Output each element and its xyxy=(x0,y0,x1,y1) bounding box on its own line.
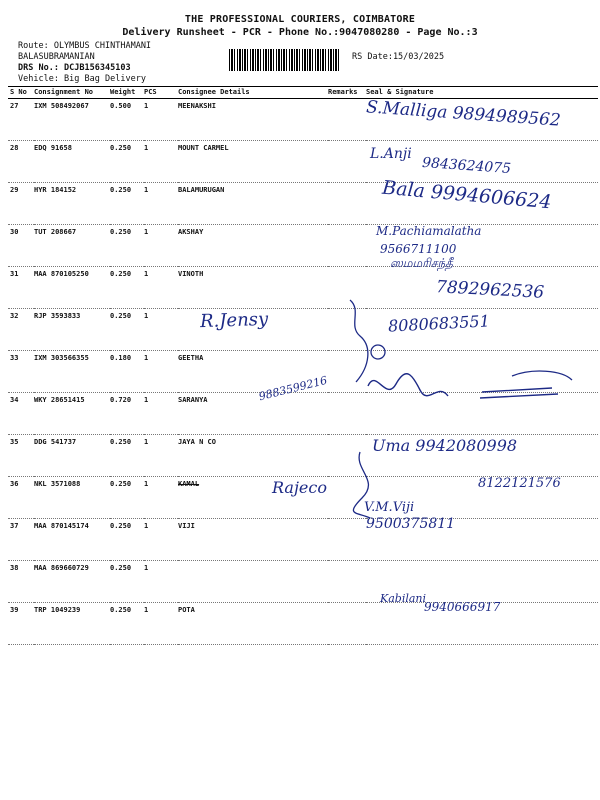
cell-weight: 0.250 xyxy=(110,480,132,488)
handwritten-signature: S.Malliga 9894989562 xyxy=(365,97,562,131)
cell-remarks xyxy=(328,603,366,645)
cell-sno: 30 xyxy=(10,228,19,236)
cell-remarks xyxy=(328,183,366,225)
col-remarks: Remarks xyxy=(328,87,366,99)
handwritten-signature: L.Anji xyxy=(370,146,412,162)
cell-pcs: 1 xyxy=(144,606,149,614)
cell-consignee: JAYA N CO xyxy=(178,438,216,446)
table-row xyxy=(8,309,598,351)
cell-consignment: TUT 208667 xyxy=(34,228,77,236)
cell-consignment: IXM 303566355 xyxy=(34,354,89,362)
handwritten-signature: Uma 9942080998 xyxy=(372,436,518,455)
col-sno: S No xyxy=(8,87,34,99)
cell-consignment: MAA 869660729 xyxy=(34,564,89,572)
table-row xyxy=(8,561,598,603)
cell-pcs: 1 xyxy=(144,270,149,278)
cell-pcs: 1 xyxy=(144,144,149,152)
handwritten-signature: Kabilani xyxy=(380,592,427,605)
handwritten-signature: Rajeco xyxy=(272,478,327,497)
handwritten-signature: Bala 9994606624 xyxy=(381,176,553,214)
cell-weight: 0.250 xyxy=(110,522,132,530)
cell-sno: 33 xyxy=(10,354,19,362)
cell-pcs: 1 xyxy=(144,396,149,404)
handwritten-phone: 7892962536 xyxy=(435,277,545,303)
cell-weight: 0.250 xyxy=(110,186,132,194)
table-row xyxy=(8,603,598,645)
cell-consignee: VINOTH xyxy=(178,270,204,278)
col-consignment: Consignment No xyxy=(34,87,110,99)
cell-weight: 0.250 xyxy=(110,270,132,278)
cell-remarks xyxy=(328,393,366,435)
company-title: THE PROFESSIONAL COURIERS, COIMBATORE xyxy=(184,14,416,25)
cell-weight: 0.250 xyxy=(110,144,132,152)
cell-weight: 0.720 xyxy=(110,396,132,404)
handwritten-phone: 9566711100 xyxy=(380,242,457,256)
cell-pcs: 1 xyxy=(144,312,149,320)
table-row xyxy=(8,225,598,267)
table-row xyxy=(8,519,598,561)
cell-sno: 37 xyxy=(10,522,19,530)
cell-sno: 31 xyxy=(10,270,19,278)
cell-sno: 34 xyxy=(10,396,19,404)
cell-consignee: POTA xyxy=(178,606,195,614)
cell-sno: 29 xyxy=(10,186,19,194)
col-weight: Weight xyxy=(110,87,144,99)
cell-sno: 39 xyxy=(10,606,19,614)
handwritten-phone: 9843624075 xyxy=(421,154,512,178)
cell-weight: 0.500 xyxy=(110,102,132,110)
handwritten-signature: M.Pachiamalatha xyxy=(376,224,482,238)
cell-remarks xyxy=(328,519,366,561)
handwritten-signature: ஸமமரிசந்தீ xyxy=(390,256,453,270)
handwritten-phone: 8122121576 xyxy=(478,476,561,491)
barcode xyxy=(229,49,341,71)
cell-consignment: RJP 3593833 xyxy=(34,312,81,320)
cell-pcs: 1 xyxy=(144,522,149,530)
cell-remarks xyxy=(328,225,366,267)
handwritten-phone: 9883599216 xyxy=(257,373,329,404)
cell-consignment: DDG 541737 xyxy=(34,438,77,446)
cell-consignment: TRP 1049239 xyxy=(34,606,81,614)
col-consignee: Consignee Details xyxy=(178,87,328,99)
cell-consignee: MOUNT CARMEL xyxy=(178,144,229,152)
cell-consignee: MEENAKSHI xyxy=(178,102,216,110)
rs-date: RS Date:15/03/2025 xyxy=(352,52,445,62)
cell-consignment: HYR 184152 xyxy=(34,186,77,194)
cell-pcs: 1 xyxy=(144,438,149,446)
signature-scribble xyxy=(350,450,390,520)
cell-consignment: MAA 870105250 xyxy=(34,270,89,278)
delivery-person: BALASUBRAMANIAN xyxy=(18,52,95,62)
cell-pcs: 1 xyxy=(144,564,149,572)
table-header xyxy=(8,87,598,99)
handwritten-phone: 9940666917 xyxy=(424,600,501,614)
cell-pcs: 1 xyxy=(144,354,149,362)
cell-consignment: NKL 3571088 xyxy=(34,480,81,488)
runsheet-subtitle: Delivery Runsheet - PCR - Phone No.:9047080280 - Page No.:3 xyxy=(122,27,478,38)
cell-consignee xyxy=(178,561,328,603)
cell-remarks xyxy=(328,141,366,183)
cell-pcs: 1 xyxy=(144,480,149,488)
cell-sno: 32 xyxy=(10,312,19,320)
cell-sno: 36 xyxy=(10,480,19,488)
cell-sno: 27 xyxy=(10,102,19,110)
cell-consignee: SARANYA xyxy=(178,396,208,404)
cell-sno: 38 xyxy=(10,564,19,572)
cell-consignment: WKY 28651415 xyxy=(34,396,85,404)
cell-pcs: 1 xyxy=(144,102,149,110)
cell-pcs: 1 xyxy=(144,228,149,236)
cell-remarks xyxy=(328,561,366,603)
handwritten-phone: 8080683551 xyxy=(387,311,491,336)
cell-weight: 0.250 xyxy=(110,564,132,572)
cell-weight: 0.250 xyxy=(110,228,132,236)
cell-consignment: MAA 870145174 xyxy=(34,522,89,530)
cell-consignment: IXM 508492067 xyxy=(34,102,89,110)
col-seal-signature: Seal & Signature xyxy=(366,87,598,99)
cell-sno: 28 xyxy=(10,144,19,152)
vehicle-line: Vehicle: Big Bag Delivery xyxy=(18,74,146,84)
handwritten-signature: R.Jensy xyxy=(199,308,269,333)
route-line: Route: OLYMBUS CHINTHAMANI xyxy=(18,41,152,51)
cell-weight: 0.180 xyxy=(110,354,132,362)
cell-consignee: GEETHA xyxy=(178,354,204,362)
col-pcs: PCS xyxy=(144,87,178,99)
cell-remarks xyxy=(328,99,366,141)
cell-weight: 0.250 xyxy=(110,312,132,320)
handwritten-phone: 9500375811 xyxy=(366,516,456,532)
cell-consignee: AKSHAY xyxy=(178,228,204,236)
cell-consignment: EDQ 91658 xyxy=(34,144,72,152)
cell-sno: 35 xyxy=(10,438,19,446)
handwritten-signature: V.M.Viji xyxy=(364,500,415,515)
cell-weight: 0.250 xyxy=(110,438,132,446)
cell-weight: 0.250 xyxy=(110,606,132,614)
signature-scribble xyxy=(362,362,582,426)
cell-pcs: 1 xyxy=(144,186,149,194)
cell-consignee: KAMAL xyxy=(178,480,200,488)
drs-number: DRS No.: DCJB156345103 xyxy=(18,63,131,73)
cell-consignee: VIJI xyxy=(178,522,195,530)
cell-consignee: BALAMURUGAN xyxy=(178,186,225,194)
